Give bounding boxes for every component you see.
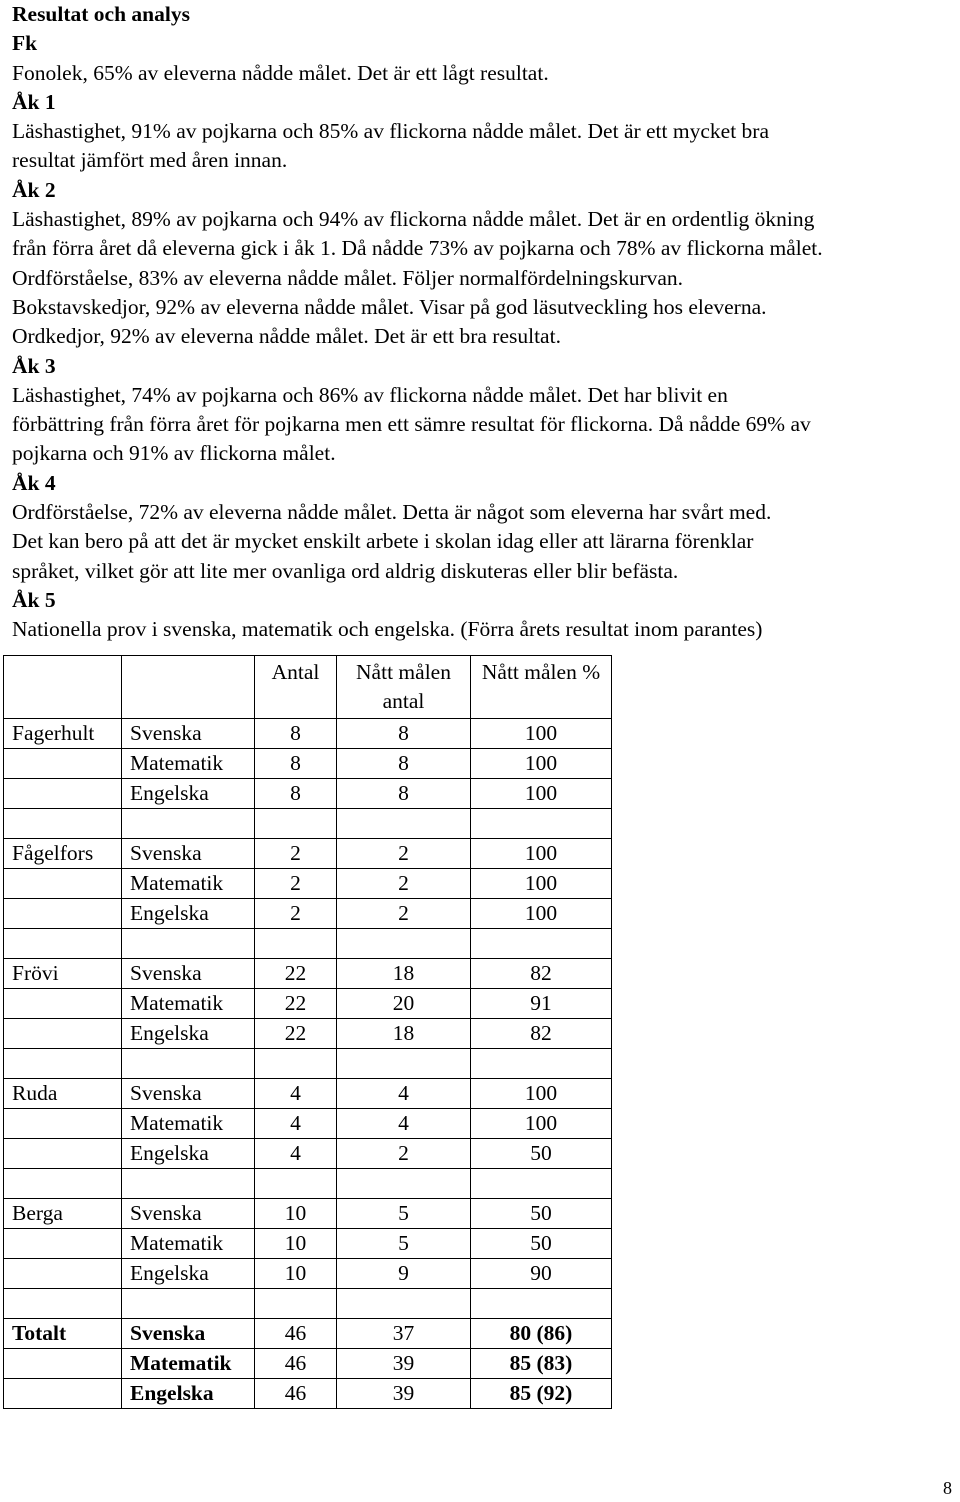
table-row [4, 719, 612, 749]
antal-cell: 2 [255, 899, 337, 929]
antal-cell: 8 [255, 719, 337, 749]
table-row [4, 1109, 612, 1139]
empty-cell [471, 929, 612, 959]
natt-malen-antal-cell: 18 [337, 1019, 471, 1049]
subject-cell: Engelska [122, 1379, 255, 1409]
school-cell: Frövi [4, 959, 122, 989]
antal-cell: 8 [255, 779, 337, 809]
spacer-row [4, 1049, 612, 1079]
spacer-row [4, 929, 612, 959]
section-heading: Åk 1 [12, 89, 56, 114]
subject-cell: Engelska [122, 779, 255, 809]
section-heading: Åk 5 [12, 587, 56, 612]
empty-cell [4, 1289, 122, 1319]
school-cell: Fågelfors [4, 839, 122, 869]
table-row [4, 1079, 612, 1109]
antal-cell: 8 [255, 749, 337, 779]
section-heading: Resultat och analys [12, 2, 190, 26]
table-row [4, 1199, 612, 1229]
empty-cell [122, 1169, 255, 1199]
table-row [4, 1379, 612, 1409]
subject-cell: Matematik [122, 749, 255, 779]
paragraph-line: Läshastighet, 91% av pojkarna och 85% av flickorna nådde målet. Det är ett mycket bra [12, 119, 769, 144]
paragraph-line: Ordförståelse, 83% av eleverna nådde målet. Följer normalfördelningskurvan. [12, 265, 684, 290]
table-row [4, 899, 612, 929]
subject-cell: Svenska [122, 839, 255, 869]
school-cell: Ruda [4, 1079, 122, 1109]
table-row [4, 839, 612, 869]
natt-malen-percent-cell: 82 [471, 1019, 612, 1049]
table-row [4, 1229, 612, 1259]
natt-malen-percent-cell: 100 [471, 839, 612, 869]
table-row [4, 1319, 612, 1349]
table-row [4, 989, 612, 1019]
table-row [4, 869, 612, 899]
empty-cell [255, 1169, 337, 1199]
table-row [4, 1139, 612, 1169]
natt-malen-antal-cell: 2 [337, 899, 471, 929]
natt-malen-antal-cell: 5 [337, 1229, 471, 1259]
empty-cell [471, 1169, 612, 1199]
table-row [4, 1349, 612, 1379]
natt-malen-antal-cell: 4 [337, 1109, 471, 1139]
subject-cell: Matematik [122, 1349, 255, 1379]
school-cell [4, 1259, 122, 1289]
school-cell [4, 1349, 122, 1379]
natt-malen-percent-cell: 50 [471, 1229, 612, 1259]
spacer-row [4, 1289, 612, 1319]
report-text [12, 0, 952, 645]
subject-cell: Matematik [122, 1109, 255, 1139]
empty-cell [337, 1049, 471, 1079]
paragraph-line: Fonolek, 65% av eleverna nådde målet. Det är ett lågt resultat. [12, 60, 549, 85]
natt-malen-antal-cell: 18 [337, 959, 471, 989]
antal-cell: 4 [255, 1079, 337, 1109]
antal-cell: 46 [255, 1379, 337, 1409]
subject-cell: Svenska [122, 1199, 255, 1229]
column-header [122, 656, 255, 719]
empty-cell [337, 1169, 471, 1199]
natt-malen-antal-cell: 20 [337, 989, 471, 1019]
paragraph-line: förbättring från förra året för pojkarna men ett sämre resultat för flickorna. Då nådde 69% av [12, 412, 811, 437]
antal-cell: 22 [255, 959, 337, 989]
school-cell: Fagerhult [4, 719, 122, 749]
paragraph-line: Läshastighet, 74% av pojkarna och 86% av flickorna nådde målet. Det har blivit en [12, 382, 728, 407]
antal-cell: 4 [255, 1139, 337, 1169]
empty-cell [471, 809, 612, 839]
subject-cell: Svenska [122, 719, 255, 749]
paragraph-line: Ordkedjor, 92% av eleverna nådde målet. Det är ett bra resultat. [12, 324, 561, 349]
natt-malen-percent-cell: 100 [471, 869, 612, 899]
antal-cell: 2 [255, 839, 337, 869]
paragraph-line: pojkarna och 91% av flickorna målet. [12, 441, 336, 466]
empty-cell [4, 929, 122, 959]
natt-malen-antal-cell: 37 [337, 1319, 471, 1349]
empty-cell [122, 809, 255, 839]
empty-cell [122, 1049, 255, 1079]
subject-cell: Engelska [122, 899, 255, 929]
natt-malen-antal-cell: 39 [337, 1349, 471, 1379]
empty-cell [4, 809, 122, 839]
natt-malen-percent-cell: 100 [471, 1079, 612, 1109]
natt-malen-percent-cell: 85 (92) [471, 1379, 612, 1409]
school-cell [4, 1229, 122, 1259]
school-cell [4, 749, 122, 779]
antal-cell: 22 [255, 989, 337, 1019]
table-header-row [4, 656, 612, 719]
subject-cell: Matematik [122, 989, 255, 1019]
natt-malen-percent-cell: 100 [471, 779, 612, 809]
natt-malen-percent-cell: 50 [471, 1199, 612, 1229]
column-header [4, 656, 122, 719]
antal-cell: 46 [255, 1349, 337, 1379]
empty-cell [337, 1289, 471, 1319]
natt-malen-antal-cell: 9 [337, 1259, 471, 1289]
antal-cell: 10 [255, 1259, 337, 1289]
antal-cell: 2 [255, 869, 337, 899]
subject-cell: Engelska [122, 1139, 255, 1169]
antal-cell: 46 [255, 1319, 337, 1349]
natt-malen-antal-cell: 39 [337, 1379, 471, 1409]
empty-cell [471, 1049, 612, 1079]
natt-malen-antal-cell: 4 [337, 1079, 471, 1109]
school-cell [4, 989, 122, 1019]
natt-malen-antal-cell: 8 [337, 719, 471, 749]
empty-cell [4, 1049, 122, 1079]
empty-cell [471, 1289, 612, 1319]
spacer-row [4, 809, 612, 839]
paragraph-line: från förra året då eleverna gick i åk 1. Då nådde 73% av pojkarna och 78% av flickorna målet. [12, 236, 823, 261]
natt-malen-antal-cell: 2 [337, 1139, 471, 1169]
school-cell [4, 779, 122, 809]
column-header: Nått målen % [471, 656, 612, 719]
paragraph-line: Ordförståelse, 72% av eleverna nådde målet. Detta är något som eleverna har svårt med. [12, 500, 772, 525]
subject-cell: Engelska [122, 1259, 255, 1289]
natt-malen-percent-cell: 100 [471, 899, 612, 929]
column-header: Antal [255, 656, 337, 719]
natt-malen-antal-cell: 8 [337, 749, 471, 779]
school-cell [4, 1019, 122, 1049]
section-heading: Fk [12, 31, 38, 56]
natt-malen-percent-cell: 90 [471, 1259, 612, 1289]
natt-malen-percent-cell: 82 [471, 959, 612, 989]
natt-malen-antal-cell: 2 [337, 839, 471, 869]
column-header: Nått målen antal [337, 656, 471, 719]
antal-cell: 4 [255, 1109, 337, 1139]
natt-malen-percent-cell: 85 (83) [471, 1349, 612, 1379]
subject-cell: Matematik [122, 869, 255, 899]
paragraph-line: språket, vilket gör att lite mer ovanliga ord aldrig diskuteras eller blir befästa. [12, 558, 679, 583]
empty-cell [337, 929, 471, 959]
section-heading: Åk 4 [12, 470, 56, 495]
natt-malen-percent-cell: 100 [471, 749, 612, 779]
natt-malen-percent-cell: 100 [471, 719, 612, 749]
empty-cell [255, 1049, 337, 1079]
school-cell [4, 1379, 122, 1409]
empty-cell [122, 1289, 255, 1319]
subject-cell: Svenska [122, 1079, 255, 1109]
natt-malen-percent-cell: 80 (86) [471, 1319, 612, 1349]
national-test-results-table [3, 655, 612, 1409]
spacer-row [4, 1169, 612, 1199]
subject-cell: Svenska [122, 1319, 255, 1349]
paragraph-line: Det kan bero på att det är mycket enskilt arbete i skolan idag eller att lärarna förenklar [12, 529, 754, 554]
natt-malen-percent-cell: 91 [471, 989, 612, 1019]
table-row [4, 959, 612, 989]
school-cell [4, 1109, 122, 1139]
school-cell [4, 899, 122, 929]
subject-cell: Engelska [122, 1019, 255, 1049]
school-cell: Berga [4, 1199, 122, 1229]
section-heading: Åk 2 [12, 177, 56, 202]
empty-cell [255, 1289, 337, 1319]
subject-cell: Svenska [122, 959, 255, 989]
empty-cell [4, 1169, 122, 1199]
empty-cell [255, 809, 337, 839]
paragraph-line: Bokstavskedjor, 92% av eleverna nådde målet. Visar på god läsutveckling hos eleverna. [12, 294, 767, 319]
table-row [4, 1019, 612, 1049]
antal-cell: 10 [255, 1199, 337, 1229]
natt-malen-antal-cell: 8 [337, 779, 471, 809]
school-cell [4, 1139, 122, 1169]
school-cell [4, 869, 122, 899]
paragraph-line: Läshastighet, 89% av pojkarna och 94% av flickorna nådde målet. Det är en ordentlig ökning [12, 207, 815, 232]
empty-cell [337, 809, 471, 839]
page-number: 8 [943, 1478, 952, 1498]
antal-cell: 10 [255, 1229, 337, 1259]
paragraph-line: resultat jämfört med åren innan. [12, 148, 288, 173]
natt-malen-percent-cell: 50 [471, 1139, 612, 1169]
table-row [4, 749, 612, 779]
natt-malen-percent-cell: 100 [471, 1109, 612, 1139]
antal-cell: 22 [255, 1019, 337, 1049]
table-row [4, 779, 612, 809]
table-row [4, 1259, 612, 1289]
natt-malen-antal-cell: 5 [337, 1199, 471, 1229]
empty-cell [255, 929, 337, 959]
subject-cell: Matematik [122, 1229, 255, 1259]
empty-cell [122, 929, 255, 959]
paragraph-line: Nationella prov i svenska, matematik och engelska. (Förra årets resultat inom parantes) [12, 617, 763, 642]
school-cell: Totalt [4, 1319, 122, 1349]
section-heading: Åk 3 [12, 353, 56, 378]
natt-malen-antal-cell: 2 [337, 869, 471, 899]
